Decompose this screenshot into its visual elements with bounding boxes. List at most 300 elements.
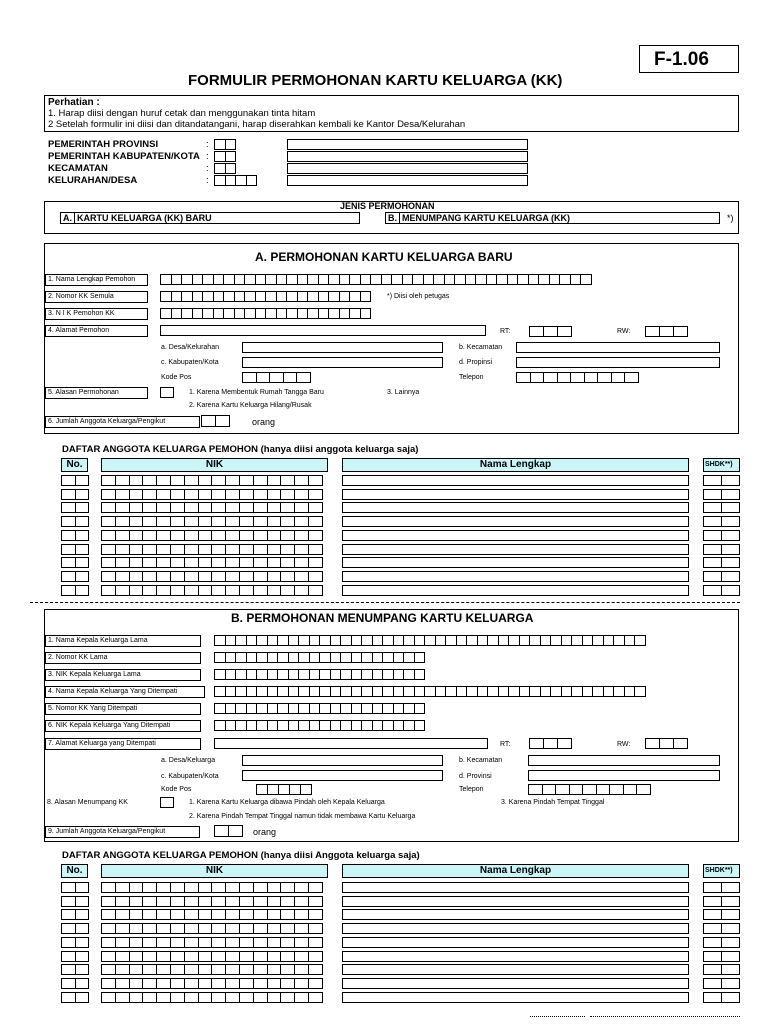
char-cell[interactable]	[75, 585, 90, 596]
char-cell[interactable]	[170, 978, 185, 989]
char-cell[interactable]	[129, 896, 144, 907]
a-desa-input[interactable]	[242, 342, 443, 353]
row-shdk-input[interactable]	[703, 502, 739, 513]
char-cell[interactable]	[184, 978, 199, 989]
char-cell[interactable]	[308, 909, 323, 920]
char-cell[interactable]	[294, 530, 309, 541]
char-cell[interactable]	[239, 585, 254, 596]
b-kecamatan-input[interactable]	[528, 755, 720, 766]
kecamatan-code-input[interactable]	[214, 163, 235, 174]
char-cell[interactable]	[75, 951, 90, 962]
char-cell[interactable]	[225, 964, 240, 975]
char-cell[interactable]	[294, 882, 309, 893]
char-cell[interactable]	[703, 896, 722, 907]
char-cell[interactable]	[211, 516, 226, 527]
char-cell[interactable]	[253, 571, 268, 582]
char-cell[interactable]	[239, 923, 254, 934]
char-cell[interactable]	[184, 544, 199, 555]
b-alamat-input[interactable]	[214, 738, 488, 749]
a-kodepos-input[interactable]	[242, 372, 310, 383]
char-cell[interactable]	[142, 502, 157, 513]
char-cell[interactable]	[170, 571, 185, 582]
row-nik-input[interactable]	[101, 937, 322, 948]
row-shdk-input[interactable]	[703, 475, 739, 486]
char-cell[interactable]	[75, 502, 90, 513]
char-cell[interactable]	[239, 530, 254, 541]
row-no-input[interactable]	[61, 923, 88, 934]
char-cell[interactable]	[101, 964, 116, 975]
char-cell[interactable]	[184, 923, 199, 934]
char-cell[interactable]	[300, 784, 312, 795]
char-cell[interactable]	[61, 896, 76, 907]
char-cell[interactable]	[101, 557, 116, 568]
char-cell[interactable]	[225, 489, 240, 500]
char-cell[interactable]	[156, 475, 171, 486]
char-cell[interactable]	[75, 964, 90, 975]
char-cell[interactable]	[308, 896, 323, 907]
char-cell[interactable]	[198, 544, 213, 555]
char-cell[interactable]	[267, 516, 282, 527]
char-cell[interactable]	[170, 544, 185, 555]
char-cell[interactable]	[101, 909, 116, 920]
char-cell[interactable]	[280, 557, 295, 568]
char-cell[interactable]	[61, 909, 76, 920]
char-cell[interactable]	[184, 882, 199, 893]
char-cell[interactable]	[703, 557, 722, 568]
char-cell[interactable]	[703, 992, 722, 1003]
kecamatan-name-input[interactable]	[287, 163, 528, 174]
char-cell[interactable]	[308, 571, 323, 582]
b-provinsi-input[interactable]	[528, 770, 720, 781]
char-cell[interactable]	[156, 882, 171, 893]
char-cell[interactable]	[703, 951, 722, 962]
char-cell[interactable]	[211, 544, 226, 555]
row-no-input[interactable]	[61, 475, 88, 486]
char-cell[interactable]	[557, 372, 572, 383]
char-cell[interactable]	[170, 475, 185, 486]
char-cell[interactable]	[721, 882, 740, 893]
char-cell[interactable]	[101, 951, 116, 962]
char-cell[interactable]	[225, 937, 240, 948]
row-nik-input[interactable]	[101, 502, 322, 513]
char-cell[interactable]	[115, 978, 130, 989]
char-cell[interactable]	[115, 571, 130, 582]
char-cell[interactable]	[280, 502, 295, 513]
char-cell[interactable]	[211, 557, 226, 568]
char-cell[interactable]	[142, 923, 157, 934]
char-cell[interactable]	[211, 937, 226, 948]
char-cell[interactable]	[634, 686, 646, 697]
char-cell[interactable]	[61, 489, 76, 500]
char-cell[interactable]	[170, 896, 185, 907]
char-cell[interactable]	[184, 909, 199, 920]
char-cell[interactable]	[156, 937, 171, 948]
row-no-input[interactable]	[61, 557, 88, 568]
a-telepon-input[interactable]	[516, 372, 638, 383]
char-cell[interactable]	[75, 882, 90, 893]
char-cell[interactable]	[294, 489, 309, 500]
char-cell[interactable]	[267, 923, 282, 934]
provinsi-code-input[interactable]	[214, 139, 235, 150]
char-cell[interactable]	[142, 585, 157, 596]
char-cell[interactable]	[542, 784, 557, 795]
char-cell[interactable]	[703, 923, 722, 934]
char-cell[interactable]	[703, 882, 722, 893]
char-cell[interactable]	[61, 585, 76, 596]
row-shdk-input[interactable]	[703, 882, 739, 893]
char-cell[interactable]	[75, 992, 90, 1003]
char-cell[interactable]	[280, 882, 295, 893]
row-shdk-input[interactable]	[703, 896, 739, 907]
char-cell[interactable]	[198, 937, 213, 948]
char-cell[interactable]	[634, 635, 646, 646]
a-rt-input[interactable]	[529, 326, 571, 337]
char-cell[interactable]	[703, 585, 722, 596]
char-cell[interactable]	[269, 372, 284, 383]
char-cell[interactable]	[101, 882, 116, 893]
char-cell[interactable]	[225, 516, 240, 527]
char-cell[interactable]	[101, 489, 116, 500]
char-cell[interactable]	[294, 544, 309, 555]
char-cell[interactable]	[570, 372, 585, 383]
char-cell[interactable]	[101, 978, 116, 989]
char-cell[interactable]	[239, 951, 254, 962]
row-shdk-input[interactable]	[703, 516, 739, 527]
char-cell[interactable]	[75, 489, 90, 500]
char-cell[interactable]	[101, 502, 116, 513]
char-cell[interactable]	[239, 896, 254, 907]
char-cell[interactable]	[242, 372, 257, 383]
char-cell[interactable]	[253, 964, 268, 975]
char-cell[interactable]	[115, 909, 130, 920]
char-cell[interactable]	[308, 585, 323, 596]
char-cell[interactable]	[184, 585, 199, 596]
char-cell[interactable]	[611, 372, 626, 383]
char-cell[interactable]	[142, 937, 157, 948]
row-shdk-input[interactable]	[703, 544, 739, 555]
char-cell[interactable]	[198, 896, 213, 907]
char-cell[interactable]	[101, 923, 116, 934]
char-cell[interactable]	[184, 937, 199, 948]
char-cell[interactable]	[308, 978, 323, 989]
char-cell[interactable]	[115, 544, 130, 555]
char-cell[interactable]	[142, 882, 157, 893]
char-cell[interactable]	[129, 489, 144, 500]
a-nik-input[interactable]	[160, 308, 370, 319]
row-nama-input[interactable]	[342, 502, 689, 513]
char-cell[interactable]	[115, 937, 130, 948]
char-cell[interactable]	[101, 475, 116, 486]
row-nik-input[interactable]	[101, 882, 322, 893]
char-cell[interactable]	[721, 544, 740, 555]
char-cell[interactable]	[198, 964, 213, 975]
b-kodepos-input[interactable]	[256, 784, 311, 795]
char-cell[interactable]	[211, 882, 226, 893]
char-cell[interactable]	[129, 571, 144, 582]
char-cell[interactable]	[267, 951, 282, 962]
char-cell[interactable]	[129, 937, 144, 948]
char-cell[interactable]	[170, 951, 185, 962]
row-shdk-input[interactable]	[703, 978, 739, 989]
char-cell[interactable]	[115, 475, 130, 486]
row-no-input[interactable]	[61, 964, 88, 975]
char-cell[interactable]	[308, 951, 323, 962]
char-cell[interactable]	[555, 784, 570, 795]
kelurahan-name-input[interactable]	[287, 175, 528, 186]
char-cell[interactable]	[225, 909, 240, 920]
char-cell[interactable]	[267, 937, 282, 948]
char-cell[interactable]	[75, 937, 90, 948]
char-cell[interactable]	[225, 923, 240, 934]
char-cell[interactable]	[294, 951, 309, 962]
b-nik-kk-ditempati-input[interactable]	[214, 720, 424, 731]
char-cell[interactable]	[198, 923, 213, 934]
char-cell[interactable]	[61, 992, 76, 1003]
char-cell[interactable]	[156, 571, 171, 582]
row-nama-input[interactable]	[342, 530, 689, 541]
row-nama-input[interactable]	[342, 557, 689, 568]
char-cell[interactable]	[239, 909, 254, 920]
char-cell[interactable]	[528, 784, 543, 795]
char-cell[interactable]	[703, 502, 722, 513]
row-no-input[interactable]	[61, 882, 88, 893]
char-cell[interactable]	[61, 923, 76, 934]
char-cell[interactable]	[283, 372, 298, 383]
char-cell[interactable]	[198, 992, 213, 1003]
char-cell[interactable]	[721, 896, 740, 907]
char-cell[interactable]	[294, 516, 309, 527]
row-no-input[interactable]	[61, 530, 88, 541]
row-nik-input[interactable]	[101, 516, 322, 527]
row-no-input[interactable]	[61, 896, 88, 907]
char-cell[interactable]	[198, 489, 213, 500]
row-nama-input[interactable]	[342, 489, 689, 500]
char-cell[interactable]	[129, 544, 144, 555]
char-cell[interactable]	[142, 992, 157, 1003]
char-cell[interactable]	[225, 557, 240, 568]
row-nama-input[interactable]	[342, 882, 689, 893]
char-cell[interactable]	[308, 475, 323, 486]
provinsi-name-input[interactable]	[287, 139, 528, 150]
char-cell[interactable]	[75, 530, 90, 541]
char-cell[interactable]	[580, 274, 592, 285]
char-cell[interactable]	[198, 475, 213, 486]
char-cell[interactable]	[294, 557, 309, 568]
row-shdk-input[interactable]	[703, 585, 739, 596]
char-cell[interactable]	[75, 896, 90, 907]
char-cell[interactable]	[253, 896, 268, 907]
char-cell[interactable]	[75, 923, 90, 934]
char-cell[interactable]	[184, 964, 199, 975]
char-cell[interactable]	[170, 502, 185, 513]
char-cell[interactable]	[703, 530, 722, 541]
char-cell[interactable]	[184, 516, 199, 527]
char-cell[interactable]	[280, 530, 295, 541]
char-cell[interactable]	[294, 978, 309, 989]
char-cell[interactable]	[623, 784, 638, 795]
char-cell[interactable]	[61, 882, 76, 893]
char-cell[interactable]	[239, 964, 254, 975]
char-cell[interactable]	[267, 978, 282, 989]
char-cell[interactable]	[308, 937, 323, 948]
b-alasan-input[interactable]	[160, 797, 174, 808]
char-cell[interactable]	[267, 585, 282, 596]
char-cell[interactable]	[142, 896, 157, 907]
char-cell[interactable]	[115, 516, 130, 527]
char-cell[interactable]	[61, 475, 76, 486]
char-cell[interactable]	[184, 951, 199, 962]
char-cell[interactable]	[267, 992, 282, 1003]
char-cell[interactable]	[721, 585, 740, 596]
char-cell[interactable]	[294, 937, 309, 948]
char-cell[interactable]	[308, 964, 323, 975]
char-cell[interactable]	[129, 516, 144, 527]
char-cell[interactable]	[75, 909, 90, 920]
char-cell[interactable]	[225, 978, 240, 989]
char-cell[interactable]	[75, 978, 90, 989]
char-cell[interactable]	[156, 516, 171, 527]
char-cell[interactable]	[142, 571, 157, 582]
char-cell[interactable]	[75, 475, 90, 486]
b-telepon-input[interactable]	[528, 784, 650, 795]
char-cell[interactable]	[156, 557, 171, 568]
char-cell[interactable]	[184, 475, 199, 486]
char-cell[interactable]	[198, 909, 213, 920]
row-nik-input[interactable]	[101, 923, 322, 934]
char-cell[interactable]	[184, 502, 199, 513]
char-cell[interactable]	[267, 502, 282, 513]
char-cell[interactable]	[101, 544, 116, 555]
char-cell[interactable]	[225, 544, 240, 555]
char-cell[interactable]	[530, 372, 545, 383]
row-nik-input[interactable]	[101, 557, 322, 568]
char-cell[interactable]	[156, 502, 171, 513]
char-cell[interactable]	[170, 937, 185, 948]
a-nama-pemohon-input[interactable]	[160, 274, 591, 285]
char-cell[interactable]	[156, 544, 171, 555]
row-nik-input[interactable]	[101, 544, 322, 555]
char-cell[interactable]	[115, 923, 130, 934]
char-cell[interactable]	[211, 530, 226, 541]
char-cell[interactable]	[239, 489, 254, 500]
char-cell[interactable]	[267, 475, 282, 486]
char-cell[interactable]	[156, 909, 171, 920]
char-cell[interactable]	[721, 502, 740, 513]
char-cell[interactable]	[294, 896, 309, 907]
char-cell[interactable]	[703, 571, 722, 582]
char-cell[interactable]	[280, 909, 295, 920]
jenis-option-b[interactable]	[385, 212, 720, 224]
char-cell[interactable]	[308, 530, 323, 541]
char-cell[interactable]	[308, 489, 323, 500]
char-cell[interactable]	[256, 372, 271, 383]
char-cell[interactable]	[414, 669, 426, 680]
char-cell[interactable]	[75, 544, 90, 555]
char-cell[interactable]	[294, 909, 309, 920]
row-no-input[interactable]	[61, 585, 88, 596]
char-cell[interactable]	[280, 475, 295, 486]
a-nomor-kk-input[interactable]	[160, 291, 370, 302]
char-cell[interactable]	[703, 475, 722, 486]
char-cell[interactable]	[636, 784, 651, 795]
char-cell[interactable]	[156, 530, 171, 541]
char-cell[interactable]	[211, 502, 226, 513]
a-jumlah-input[interactable]	[201, 415, 229, 427]
char-cell[interactable]	[211, 951, 226, 962]
char-cell[interactable]	[239, 978, 254, 989]
char-cell[interactable]	[101, 992, 116, 1003]
char-cell[interactable]	[721, 571, 740, 582]
b-jumlah-input[interactable]	[214, 825, 242, 837]
char-cell[interactable]	[703, 937, 722, 948]
char-cell[interactable]	[170, 992, 185, 1003]
char-cell[interactable]	[253, 475, 268, 486]
char-cell[interactable]	[721, 909, 740, 920]
char-cell[interactable]	[61, 951, 76, 962]
char-cell[interactable]	[129, 923, 144, 934]
char-cell[interactable]	[253, 544, 268, 555]
char-cell[interactable]	[198, 585, 213, 596]
char-cell[interactable]	[184, 557, 199, 568]
row-shdk-input[interactable]	[703, 937, 739, 948]
row-no-input[interactable]	[61, 571, 88, 582]
char-cell[interactable]	[253, 557, 268, 568]
char-cell[interactable]	[156, 978, 171, 989]
char-cell[interactable]	[721, 923, 740, 934]
char-cell[interactable]	[211, 571, 226, 582]
char-cell[interactable]	[253, 909, 268, 920]
char-cell[interactable]	[184, 530, 199, 541]
char-cell[interactable]	[115, 964, 130, 975]
char-cell[interactable]	[239, 475, 254, 486]
row-nama-input[interactable]	[342, 923, 689, 934]
char-cell[interactable]	[239, 502, 254, 513]
a-propinsi-input[interactable]	[516, 357, 720, 368]
char-cell[interactable]	[142, 557, 157, 568]
char-cell[interactable]	[308, 516, 323, 527]
char-cell[interactable]	[267, 489, 282, 500]
row-no-input[interactable]	[61, 516, 88, 527]
char-cell[interactable]	[609, 784, 624, 795]
char-cell[interactable]	[184, 571, 199, 582]
char-cell[interactable]	[414, 703, 426, 714]
char-cell[interactable]	[61, 502, 76, 513]
char-cell[interactable]	[721, 530, 740, 541]
char-cell[interactable]	[61, 571, 76, 582]
char-cell[interactable]	[170, 585, 185, 596]
char-cell[interactable]	[61, 964, 76, 975]
char-cell[interactable]	[267, 909, 282, 920]
char-cell[interactable]	[170, 882, 185, 893]
char-cell[interactable]	[225, 896, 240, 907]
char-cell[interactable]	[239, 992, 254, 1003]
row-nama-input[interactable]	[342, 516, 689, 527]
char-cell[interactable]	[211, 909, 226, 920]
char-cell[interactable]	[129, 557, 144, 568]
char-cell[interactable]	[253, 923, 268, 934]
char-cell[interactable]	[597, 372, 612, 383]
char-cell[interactable]	[280, 923, 295, 934]
char-cell[interactable]	[225, 530, 240, 541]
char-cell[interactable]	[569, 784, 584, 795]
char-cell[interactable]	[267, 964, 282, 975]
a-alamat-input[interactable]	[160, 325, 486, 336]
char-cell[interactable]	[129, 992, 144, 1003]
char-cell[interactable]	[211, 585, 226, 596]
char-cell[interactable]	[156, 896, 171, 907]
char-cell[interactable]	[253, 489, 268, 500]
a-kabupaten-input[interactable]	[242, 357, 443, 368]
